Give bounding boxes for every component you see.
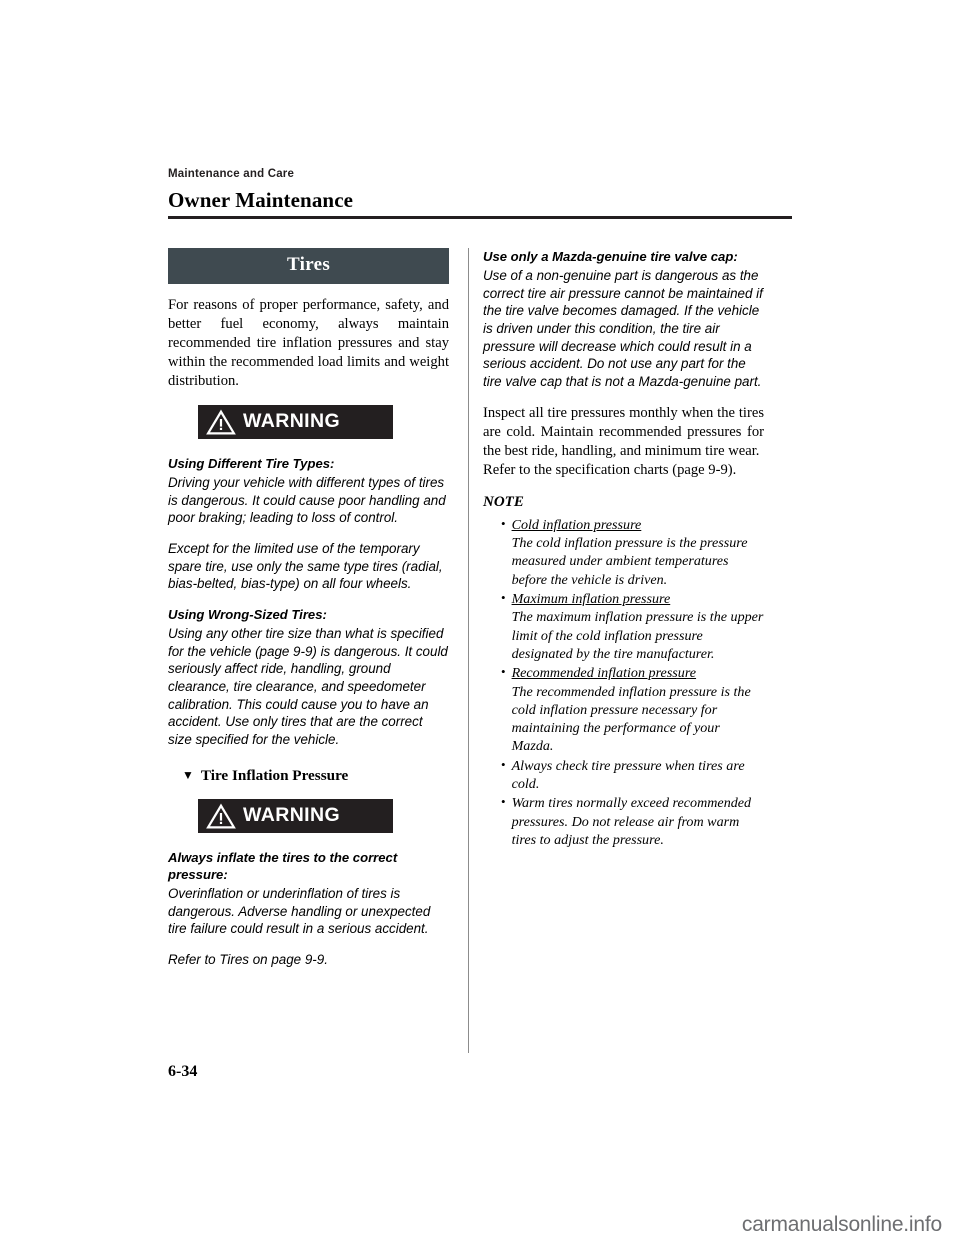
list-item (483, 516, 764, 589)
bullet-icon: • (501, 515, 506, 531)
section-title-tires: Tires (168, 248, 449, 284)
warning-body-valve-cap (483, 267, 764, 391)
warning-body-wrong-size (168, 625, 449, 749)
paragraph: Overinflation or underinflation of tires is dangerous. Adverse handling or unexpected tire failure could result in a serious accident. (168, 885, 431, 937)
paragraph: Driving your vehicle with different types of tires is dangerous. It could cause poor handling and poor braking; leading to loss of control. (168, 474, 446, 526)
intro-paragraph (168, 296, 449, 391)
warning-block-tire-types (168, 455, 449, 593)
page-header (168, 168, 792, 213)
note-term: Maximum inflation pressure (511, 590, 671, 607)
list-item (483, 590, 764, 663)
note-list (483, 516, 764, 850)
paragraph: Inspect all tire pressures monthly when the tires are cold. Maintain recommended pressures for the best ride, handling, and minimum tire wear. (483, 404, 764, 459)
warning-banner-2 (198, 799, 393, 833)
right-column (483, 248, 764, 850)
paragraph: Refer to Tires on page 9-9. (168, 951, 328, 967)
watermark: carmanualsonline.info (741, 1213, 942, 1236)
note-content (512, 794, 764, 849)
note-text: The recommended inflation pressure is the cold inflation pressure necessary for maintaining the performance of your Mazda. (511, 683, 751, 755)
warning-heading-tire-types: Using Different Tire Types: (168, 455, 335, 471)
list-item (483, 794, 764, 849)
warning-body-tire-types (168, 474, 449, 593)
breadcrumb: Maintenance and Care (168, 168, 295, 180)
paragraph: Using any other tire size than what is specified for the vehicle (page 9-9) is dangerous. It could seriously affect ride, handling, ground clearance, tire clearance, and speedometer calibration. This could cause you to have an accident. Use only tires that are the correct size specified for the vehicle. (168, 626, 448, 748)
header-divider (168, 216, 792, 219)
page-number: 6-34 (168, 1063, 198, 1080)
warning-label-2: WARNING (243, 804, 341, 827)
list-item (483, 757, 764, 794)
note-text: Warm tires normally exceed recommended pressures. Do not release air from warm tires to adjust the pressure. (511, 795, 752, 849)
inspect-paragraphs (483, 404, 764, 480)
warning-heading-correct-pressure: Always inflate the tires to the correct pressure: (168, 849, 398, 882)
note-content (512, 664, 764, 756)
warning-block-wrong-size (168, 606, 449, 749)
note-text: The cold inflation pressure is the pressure measured under ambient temperatures before the vehicle is driven. (511, 535, 748, 588)
list-item (483, 664, 764, 756)
paragraph: Use of a non-genuine part is dangerous as the correct tire air pressure cannot be maintained if the tire valve becomes damaged. If the vehicle is driven under this condition, the tire air pressure will decrease which could result in a serious accident. Do not use any part for the tire valve cap that is not a Mazda-genuine part. (483, 268, 763, 390)
bullet-icon: • (501, 664, 506, 680)
page-title: Owner Maintenance (168, 188, 354, 212)
note-term: Recommended inflation pressure (511, 665, 697, 682)
subsection-label: Tire Inflation Pressure (200, 766, 349, 784)
warning-body-correct-pressure (168, 885, 449, 969)
subsection-tire-inflation-pressure (182, 767, 449, 785)
note-content (512, 590, 764, 663)
note-term: Cold inflation pressure (511, 516, 642, 533)
note-content (512, 516, 764, 589)
warning-block-correct-pressure (168, 849, 449, 969)
note-text: The maximum inflation pressure is the upper limit of the cold inflation pressure designated by the tire manufacturer. (511, 609, 764, 662)
intro-text: For reasons of proper performance, safety, and better fuel economy, always maintain recommended tire inflation pressures and stay within the recommended load limits and weight distribution. (168, 297, 449, 389)
left-column (168, 248, 449, 982)
warning-heading-wrong-size: Using Wrong-Sized Tires: (168, 606, 327, 622)
warning-block-valve-cap (483, 248, 764, 391)
paragraph: Refer to the specification charts (page 9-9). (483, 461, 737, 478)
note-content (512, 757, 764, 794)
note-text: Always check tire pressure when tires are cold. (511, 757, 745, 793)
warning-heading-valve-cap: Use only a Mazda-genuine tire valve cap: (483, 249, 738, 264)
warning-label-1: WARNING (243, 410, 341, 433)
warning-triangle-icon (206, 409, 236, 435)
bullet-icon: • (501, 589, 506, 605)
triangle-down-icon: ▼ (182, 767, 194, 782)
warning-banner-1 (198, 405, 393, 439)
note-label: NOTE (483, 493, 524, 510)
paragraph: Except for the limited use of the temporary spare tire, use only the same type tires (radial, bias-belted, bias-type) on all four wheels. (168, 540, 443, 592)
column-divider (468, 248, 469, 1053)
warning-triangle-icon (206, 803, 236, 829)
bullet-icon: • (501, 756, 506, 772)
bullet-icon: • (501, 794, 506, 810)
